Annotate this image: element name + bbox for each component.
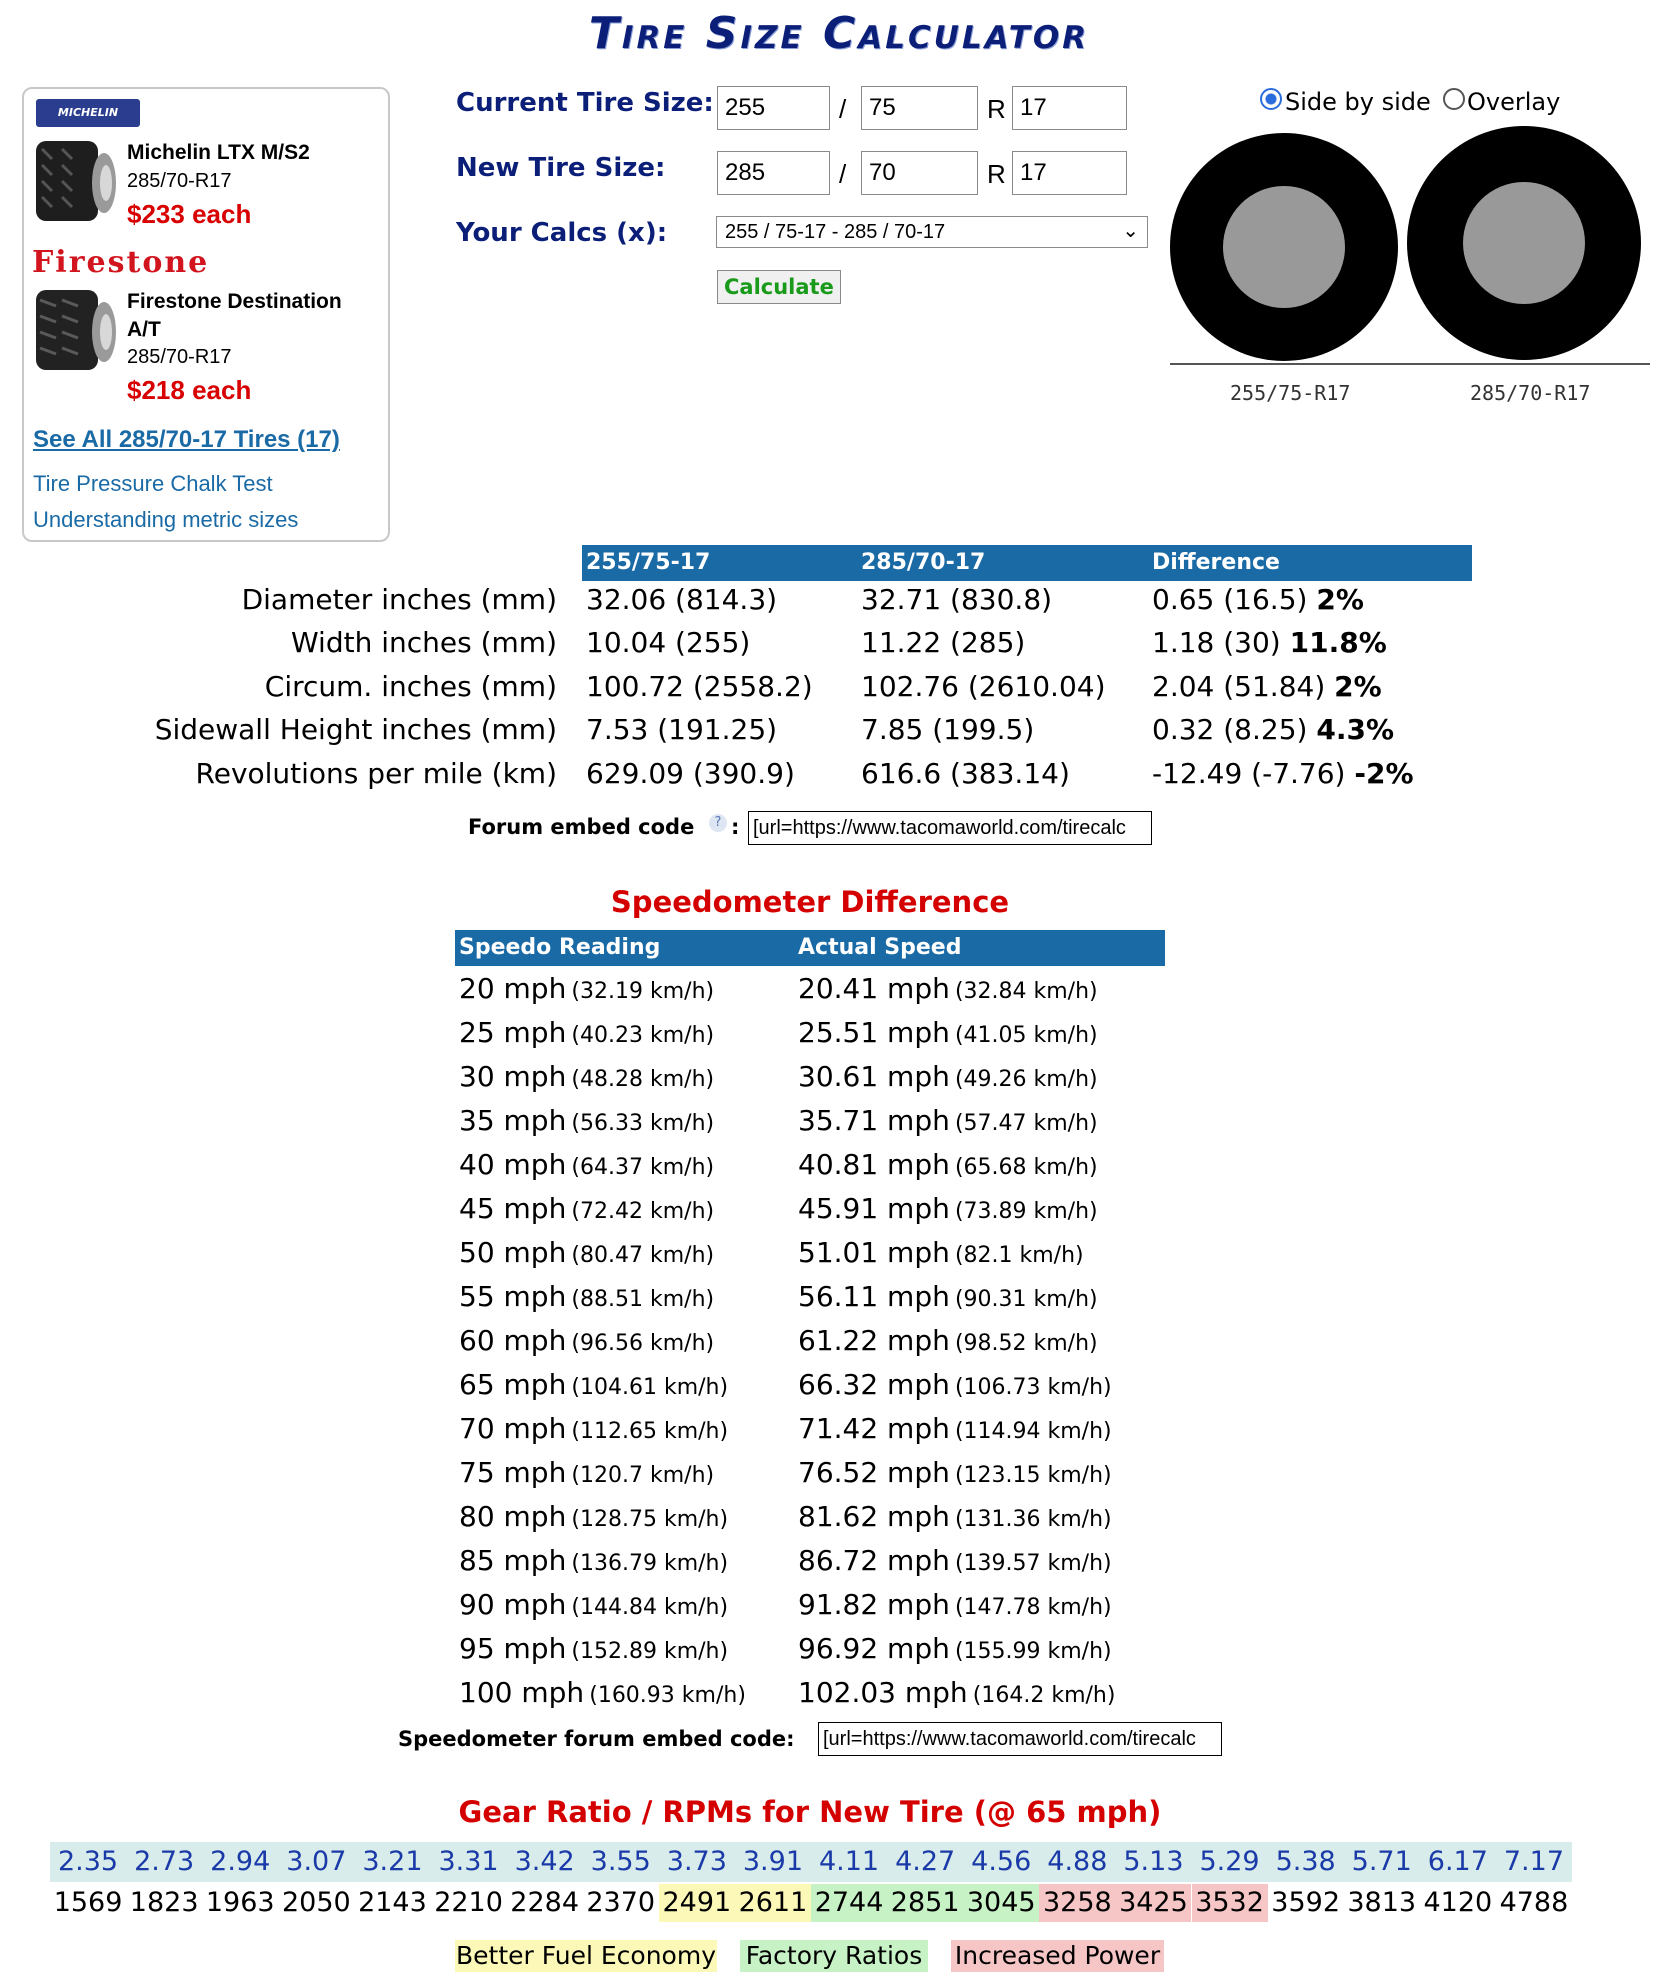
legend-increased-power: Increased Power <box>951 1940 1164 1972</box>
new-rim-input[interactable] <box>1012 151 1127 195</box>
speedo-reading <box>459 972 714 1005</box>
see-all-tires-link[interactable]: See All 285/70-17 Tires (17) <box>33 426 340 453</box>
actual-speed-mph: 30.61 mph <box>798 1060 950 1093</box>
column-header: Speedo Reading <box>459 935 661 960</box>
speedo-reading <box>459 1456 714 1489</box>
rpm-cell: 2284 <box>510 1887 579 1918</box>
product-price: $233 each <box>127 199 252 229</box>
current-value: 7.53 (191.25) <box>586 713 778 746</box>
actual-speed <box>798 1368 1112 1401</box>
speedo-reading-kmh: (32.19 km/h) <box>571 979 715 1004</box>
row-label: Circum. inches (mm) <box>264 670 557 703</box>
michelin-logo: MICHELIN <box>36 99 140 127</box>
speedo-reading-mph: 20 mph <box>459 972 567 1005</box>
speedo-reading <box>459 1104 714 1137</box>
gear-ratio-cell: 3.07 <box>286 1846 347 1877</box>
actual-speed-kmh: (164.2 km/h) <box>972 1683 1116 1708</box>
speedo-reading-kmh: (80.47 km/h) <box>571 1243 715 1268</box>
column-header: Difference <box>1152 550 1280 575</box>
actual-speed-mph: 91.82 mph <box>798 1588 950 1621</box>
new-size-label: New Tire Size: <box>456 153 666 183</box>
product-name-line2[interactable]: A/T <box>127 318 161 341</box>
gear-ratio-cell: 2.94 <box>210 1846 271 1877</box>
actual-speed-mph: 35.71 mph <box>798 1104 950 1137</box>
gear-ratio-cell: 4.88 <box>1047 1846 1108 1877</box>
new-aspect-input[interactable] <box>861 151 978 195</box>
slash-separator: / <box>839 159 847 189</box>
speedo-reading-mph: 40 mph <box>459 1148 567 1181</box>
gear-ratio-cell: 7.17 <box>1503 1846 1564 1877</box>
your-calcs-select[interactable] <box>716 216 1148 248</box>
gear-ratio-cell: 2.73 <box>134 1846 195 1877</box>
speedo-reading <box>459 1676 746 1709</box>
metric-sizes-link[interactable]: Understanding metric sizes <box>33 507 299 532</box>
speedo-reading <box>459 1280 714 1313</box>
rpm-cell: 4788 <box>1499 1887 1569 1918</box>
gear-ratio-cell: 3.91 <box>742 1846 803 1877</box>
difference-percent: 4.3% <box>1316 713 1394 746</box>
difference-percent: 2% <box>1316 583 1364 616</box>
product-name[interactable]: Firestone Destination <box>127 290 342 313</box>
speedo-reading-mph: 70 mph <box>459 1412 567 1445</box>
rpm-cell: 3258 <box>1039 1884 1115 1922</box>
gear-ratio-title: Gear Ratio / RPMs for New Tire (@ 65 mph) <box>458 1795 1162 1829</box>
rpm-cell: 2851 <box>887 1884 963 1922</box>
tire-comparison-visual <box>1170 126 1652 416</box>
speedo-reading-mph: 75 mph <box>459 1456 567 1489</box>
speedo-reading <box>459 1412 728 1445</box>
gear-ratio-cell: 5.13 <box>1123 1846 1184 1877</box>
actual-speed-mph: 45.91 mph <box>798 1192 950 1225</box>
actual-speed <box>798 1412 1112 1445</box>
difference-value <box>1152 713 1394 746</box>
actual-speed <box>798 972 1098 1005</box>
speedo-header-bar <box>455 930 1165 966</box>
your-calcs-label: Your Calcs (x): <box>456 218 668 248</box>
actual-speed-kmh: (32.84 km/h) <box>954 979 1098 1004</box>
speedo-reading <box>459 1588 728 1621</box>
forum-embed-field[interactable]: [url=https://www.tacomaworld.com/tirecalc <box>748 811 1152 845</box>
rpm-cell: 3425 <box>1115 1884 1191 1922</box>
gear-ratio-cell: 2.35 <box>57 1846 119 1877</box>
actual-speed-kmh: (147.78 km/h) <box>954 1595 1112 1620</box>
speedo-reading-mph: 65 mph <box>459 1368 567 1401</box>
rpm-cell: 2143 <box>358 1887 427 1918</box>
actual-speed <box>798 1280 1098 1313</box>
gear-ratio-cell: 4.11 <box>818 1846 880 1877</box>
actual-speed <box>798 1104 1098 1137</box>
speedo-reading <box>459 1236 714 1269</box>
side-by-side-label[interactable]: Side by side <box>1285 88 1431 116</box>
difference-amount: -12.49 (-7.76) <box>1152 757 1346 790</box>
new-value: 102.76 (2610.04) <box>861 670 1106 703</box>
actual-speed <box>798 1500 1112 1533</box>
rpm-cell: 2210 <box>434 1887 503 1918</box>
actual-speed-mph: 56.11 mph <box>798 1280 950 1313</box>
actual-speed <box>798 1632 1112 1665</box>
rpm-cell: 2611 <box>735 1884 811 1922</box>
slash-separator: / <box>839 94 847 124</box>
speedo-reading-mph: 50 mph <box>459 1236 567 1269</box>
actual-speed-kmh: (90.31 km/h) <box>954 1287 1098 1312</box>
actual-speed-mph: 76.52 mph <box>798 1456 950 1489</box>
actual-speed-mph: 61.22 mph <box>798 1324 950 1357</box>
rpm-cell: 4120 <box>1423 1887 1493 1918</box>
actual-speed-kmh: (41.05 km/h) <box>954 1023 1098 1048</box>
help-icon[interactable]: ? <box>709 814 727 832</box>
r-separator: R <box>987 94 1006 124</box>
rpm-cell: 2370 <box>586 1887 656 1918</box>
speedo-reading-kmh: (144.84 km/h) <box>571 1595 729 1620</box>
selected-calc: 255 / 75-17 - 285 / 70-17 <box>725 221 946 243</box>
speedo-reading <box>459 1544 728 1577</box>
speedo-reading-kmh: (112.65 km/h) <box>571 1419 729 1444</box>
actual-speed <box>798 1236 1084 1269</box>
speedo-reading-kmh: (152.89 km/h) <box>571 1639 729 1664</box>
actual-speed-mph: 86.72 mph <box>798 1544 950 1577</box>
speedo-reading-mph: 100 mph <box>459 1676 585 1709</box>
column-header: Actual Speed <box>798 935 962 960</box>
column-header: 255/75-17 <box>586 550 711 575</box>
speedo-reading <box>459 1632 728 1665</box>
speedo-reading <box>459 1500 728 1533</box>
new-value: 616.6 (383.14) <box>861 757 1070 790</box>
calculate-button[interactable]: Calculate <box>717 270 841 304</box>
actual-speed <box>798 1588 1112 1621</box>
speedo-reading-mph: 35 mph <box>459 1104 567 1137</box>
new-value: 11.22 (285) <box>861 626 1026 659</box>
actual-speed-kmh: (106.73 km/h) <box>954 1375 1112 1400</box>
rpm-cell: 1823 <box>129 1887 199 1918</box>
tire-deals-sidebar <box>22 87 390 542</box>
speedo-reading <box>459 1016 714 1049</box>
actual-speed <box>798 1192 1098 1225</box>
current-size-label: Current Tire Size: <box>456 88 714 118</box>
new-width-input[interactable] <box>717 151 830 195</box>
rpm-cell: 2050 <box>281 1887 351 1918</box>
column-header: 285/70-17 <box>861 550 986 575</box>
speedo-reading <box>459 1060 714 1093</box>
actual-speed-kmh: (155.99 km/h) <box>954 1639 1112 1664</box>
gear-ratio-cell: 3.55 <box>590 1846 651 1877</box>
rpm-cell: 3045 <box>963 1884 1039 1922</box>
firestone-logo: Firestone <box>32 245 210 280</box>
speedo-reading-kmh: (72.42 km/h) <box>571 1199 715 1224</box>
product-size: 285/70-R17 <box>127 170 232 192</box>
overlay-radio[interactable] <box>1443 88 1465 110</box>
actual-speed-kmh: (73.89 km/h) <box>954 1199 1098 1224</box>
forum-embed-label: Forum embed code <box>468 815 695 839</box>
gear-ratio-cell: 5.29 <box>1199 1846 1260 1877</box>
difference-value <box>1152 626 1387 659</box>
new-value: 32.71 (830.8) <box>861 583 1053 616</box>
row-label: Sidewall Height inches (mm) <box>154 713 557 746</box>
new-tire-caption: 285/70-R17 <box>1470 381 1591 405</box>
michelin-tire-image[interactable] <box>32 139 116 227</box>
current-value: 629.09 (390.9) <box>586 757 795 790</box>
gear-ratio-cell: 3.42 <box>514 1846 575 1877</box>
current-value: 100.72 (2558.2) <box>586 670 813 703</box>
speedo-reading-mph: 60 mph <box>459 1324 567 1357</box>
speedo-reading <box>459 1148 714 1181</box>
gear-ratio-cell: 5.71 <box>1351 1846 1412 1877</box>
speedo-embed-field[interactable]: [url=https://www.tacomaworld.com/tirecalc <box>818 1722 1222 1756</box>
comparison-header-bar <box>582 545 1472 581</box>
difference-value <box>1152 757 1414 790</box>
actual-speed-mph: 20.41 mph <box>798 972 950 1005</box>
actual-speed-mph: 81.62 mph <box>798 1500 950 1533</box>
rpm-cell: 1569 <box>53 1887 123 1918</box>
difference-percent: 2% <box>1334 670 1382 703</box>
speedo-reading-kmh: (160.93 km/h) <box>589 1683 746 1708</box>
speedo-reading-kmh: (136.79 km/h) <box>571 1551 729 1576</box>
difference-amount: 0.65 (16.5) <box>1152 583 1308 616</box>
actual-speed-mph: 102.03 mph <box>798 1676 968 1709</box>
overlay-label[interactable]: Overlay <box>1467 88 1561 116</box>
speedo-reading-kmh: (56.33 km/h) <box>571 1111 715 1136</box>
product-size: 285/70-R17 <box>127 346 232 368</box>
speedo-reading-kmh: (48.28 km/h) <box>571 1067 715 1092</box>
difference-amount: 0.32 (8.25) <box>1152 713 1308 746</box>
difference-amount: 2.04 (51.84) <box>1152 670 1326 703</box>
actual-speed <box>798 1544 1112 1577</box>
rpm-cell: 2744 <box>811 1884 887 1922</box>
difference-percent: 11.8% <box>1289 626 1387 659</box>
speedo-reading-mph: 85 mph <box>459 1544 567 1577</box>
colon: : <box>731 815 740 839</box>
speedo-reading-mph: 55 mph <box>459 1280 567 1313</box>
row-label: Revolutions per mile (km) <box>195 757 557 790</box>
gear-ratio-cell: 5.38 <box>1275 1846 1336 1877</box>
current-wheel-shape <box>1223 186 1345 308</box>
speedo-reading <box>459 1324 714 1357</box>
actual-speed-kmh: (57.47 km/h) <box>954 1111 1098 1136</box>
actual-speed-mph: 96.92 mph <box>798 1632 950 1665</box>
r-separator: R <box>987 159 1006 189</box>
actual-speed-kmh: (65.68 km/h) <box>954 1155 1098 1180</box>
legend-fuel-economy: Better Fuel Economy <box>456 1941 716 1970</box>
actual-speed-mph: 51.01 mph <box>798 1236 950 1269</box>
speedometer-title: Speedometer Difference <box>610 885 1010 919</box>
difference-value <box>1152 670 1382 703</box>
actual-speed <box>798 1016 1098 1049</box>
actual-speed-kmh: (49.26 km/h) <box>954 1067 1098 1092</box>
product-price: $218 each <box>127 375 252 405</box>
gear-ratio-cell: 4.56 <box>971 1846 1032 1877</box>
current-width-input[interactable] <box>717 86 830 130</box>
legend-factory-ratios: Factory Ratios <box>740 1940 928 1972</box>
difference-amount: 1.18 (30) <box>1152 626 1281 659</box>
speedo-reading-kmh: (88.51 km/h) <box>571 1287 715 1312</box>
gear-ratio-cell: 6.17 <box>1427 1846 1488 1877</box>
gear-ratio-cell: 3.21 <box>362 1846 423 1877</box>
speedo-reading-kmh: (128.75 km/h) <box>571 1507 729 1532</box>
difference-value <box>1152 583 1364 616</box>
firestone-tire-image[interactable] <box>32 288 116 376</box>
product-name[interactable]: Michelin LTX M/S2 <box>127 141 310 164</box>
side-by-side-radio[interactable] <box>1260 88 1282 110</box>
actual-speed-mph: 66.32 mph <box>798 1368 950 1401</box>
actual-speed-kmh: (114.94 km/h) <box>954 1419 1112 1444</box>
speedo-reading-mph: 95 mph <box>459 1632 567 1665</box>
gear-ratio-cell: 3.73 <box>666 1846 727 1877</box>
actual-speed <box>798 1456 1112 1489</box>
gear-ratio-cell: 4.27 <box>895 1846 956 1877</box>
actual-speed-mph: 71.42 mph <box>798 1412 950 1445</box>
speedo-reading-mph: 45 mph <box>459 1192 567 1225</box>
chevron-down-icon: ⌄ <box>1122 220 1139 242</box>
rpm-cell: 2491 <box>659 1884 735 1922</box>
speedo-reading-kmh: (40.23 km/h) <box>571 1023 715 1048</box>
speedo-reading <box>459 1368 728 1401</box>
rpm-cell: 1963 <box>205 1887 275 1918</box>
chalk-test-link[interactable]: Tire Pressure Chalk Test <box>33 471 273 496</box>
row-label: Width inches (mm) <box>290 626 557 659</box>
speedo-reading-kmh: (96.56 km/h) <box>571 1331 715 1356</box>
actual-speed-kmh: (82.1 km/h) <box>954 1243 1084 1268</box>
actual-speed-kmh: (131.36 km/h) <box>954 1507 1112 1532</box>
speedo-reading-mph: 30 mph <box>459 1060 567 1093</box>
current-tire-caption: 255/75-R17 <box>1230 381 1351 405</box>
current-rim-input[interactable] <box>1012 86 1127 130</box>
current-value: 10.04 (255) <box>586 626 751 659</box>
actual-speed-kmh: (123.15 km/h) <box>954 1463 1112 1488</box>
speedo-reading-kmh: (64.37 km/h) <box>571 1155 715 1180</box>
speedo-reading-mph: 80 mph <box>459 1500 567 1533</box>
speedo-reading-mph: 25 mph <box>459 1016 567 1049</box>
gear-ratio-cell: 3.31 <box>438 1846 499 1877</box>
speedo-reading-kmh: (104.61 km/h) <box>571 1375 729 1400</box>
speedo-reading <box>459 1192 714 1225</box>
new-value: 7.85 (199.5) <box>861 713 1035 746</box>
rpm-cell: 3813 <box>1347 1887 1417 1918</box>
actual-speed <box>798 1148 1098 1181</box>
new-wheel-shape <box>1463 182 1585 304</box>
rpm-cell: 3592 <box>1271 1887 1340 1918</box>
actual-speed <box>798 1324 1098 1357</box>
actual-speed-kmh: (139.57 km/h) <box>954 1551 1112 1576</box>
speedo-reading-kmh: (120.7 km/h) <box>571 1463 715 1488</box>
difference-percent: -2% <box>1354 757 1414 790</box>
actual-speed <box>798 1676 1115 1709</box>
speedo-embed-label: Speedometer forum embed code: <box>398 1727 795 1751</box>
actual-speed-mph: 40.81 mph <box>798 1148 950 1181</box>
current-aspect-input[interactable] <box>861 86 978 130</box>
actual-speed <box>798 1060 1098 1093</box>
page-title: Tire Size Calculator <box>588 8 1090 59</box>
speedo-reading-mph: 90 mph <box>459 1588 567 1621</box>
current-value: 32.06 (814.3) <box>586 583 778 616</box>
actual-speed-mph: 25.51 mph <box>798 1016 950 1049</box>
actual-speed-kmh: (98.52 km/h) <box>954 1331 1098 1356</box>
row-label: Diameter inches (mm) <box>241 583 557 616</box>
rpm-cell: 3532 <box>1192 1884 1268 1922</box>
